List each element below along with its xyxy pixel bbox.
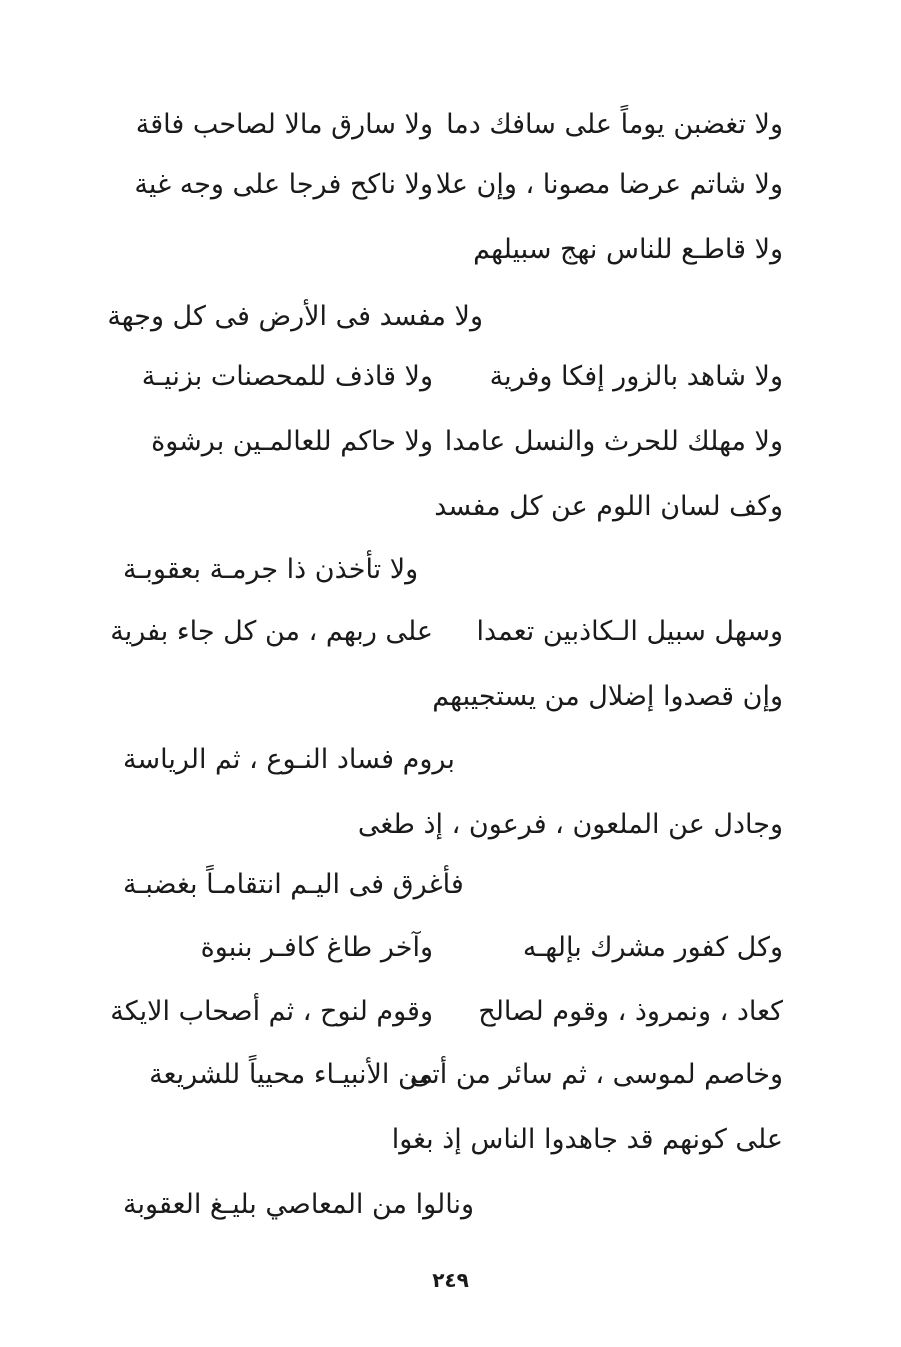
verse-line-1b: ولا سارق مالا لصاحب فاقة (135, 109, 433, 140)
verse-line-16b: من الأنبيـاء محيياً للشريعة (149, 1059, 433, 1090)
verse-line-16a: وخاصم لموسى ، ثم سائر من أتى (409, 1059, 783, 1090)
verse-line-10a: وإن قصدوا إضلال من يستجيبهم (432, 681, 783, 712)
verse-line-7a: وكف لسان اللوم عن كل مفسد (434, 491, 783, 522)
verse-line-17a: على كونهم قد جاهدوا الناس إذ بغوا (391, 1124, 783, 1155)
verse-line-2b: ولا ناكح فرجا على وجه غية (134, 169, 433, 200)
verse-line-2a: ولا شاتم عرضا مصونا ، وإن علا (435, 169, 783, 200)
verse-line-8b: ولا تأخذن ذا جرمـة بعقوبـة (123, 554, 419, 585)
verse-line-11b: بروم فساد النـوع ، ثم الرياسة (123, 744, 455, 775)
verse-line-13b: فأغرق فى اليـم انتقامـاً بغضبـة (123, 869, 464, 900)
verse-line-4b: ولا مفسد فى الأرض فى كل وجهة (107, 301, 483, 332)
verse-line-9a: وسهل سبيل الـكاذبين تعمدا (476, 616, 783, 647)
verse-line-14b: وآخر طاغ كافـر بنبوة (200, 932, 433, 963)
verse-line-6a: ولا مهلك للحرث والنسل عامدا (444, 426, 783, 457)
verse-line-14a: وكل كفور مشرك بإلهـه (522, 932, 783, 963)
verse-line-15b: وقوم لنوح ، ثم أصحاب الايكة (110, 996, 433, 1027)
page-number: ٢٤٩ (432, 1268, 469, 1292)
verse-line-3a: ولا قاطـع للناس نهج سبيلهم (473, 234, 783, 265)
verse-line-1a: ولا تغضبن يوماً على سافك دما (446, 109, 783, 140)
verse-line-15a: كعاد ، ونمروذ ، وقوم لصالح (478, 996, 783, 1027)
verse-line-12a: وجادل عن الملعون ، فرعون ، إذ طغى (357, 809, 783, 840)
verse-line-5a: ولا شاهد بالزور إفكا وفرية (489, 361, 783, 392)
verse-line-6b: ولا حاكم للعالمـين برشوة (151, 426, 433, 457)
verse-line-5b: ولا قاذف للمحصنات بزنيـة (141, 361, 433, 392)
verse-line-9b: على ربهم ، من كل جاء بفرية (110, 616, 433, 647)
verse-line-18b: ونالوا من المعاصي بليـغ العقوبة (123, 1189, 475, 1220)
